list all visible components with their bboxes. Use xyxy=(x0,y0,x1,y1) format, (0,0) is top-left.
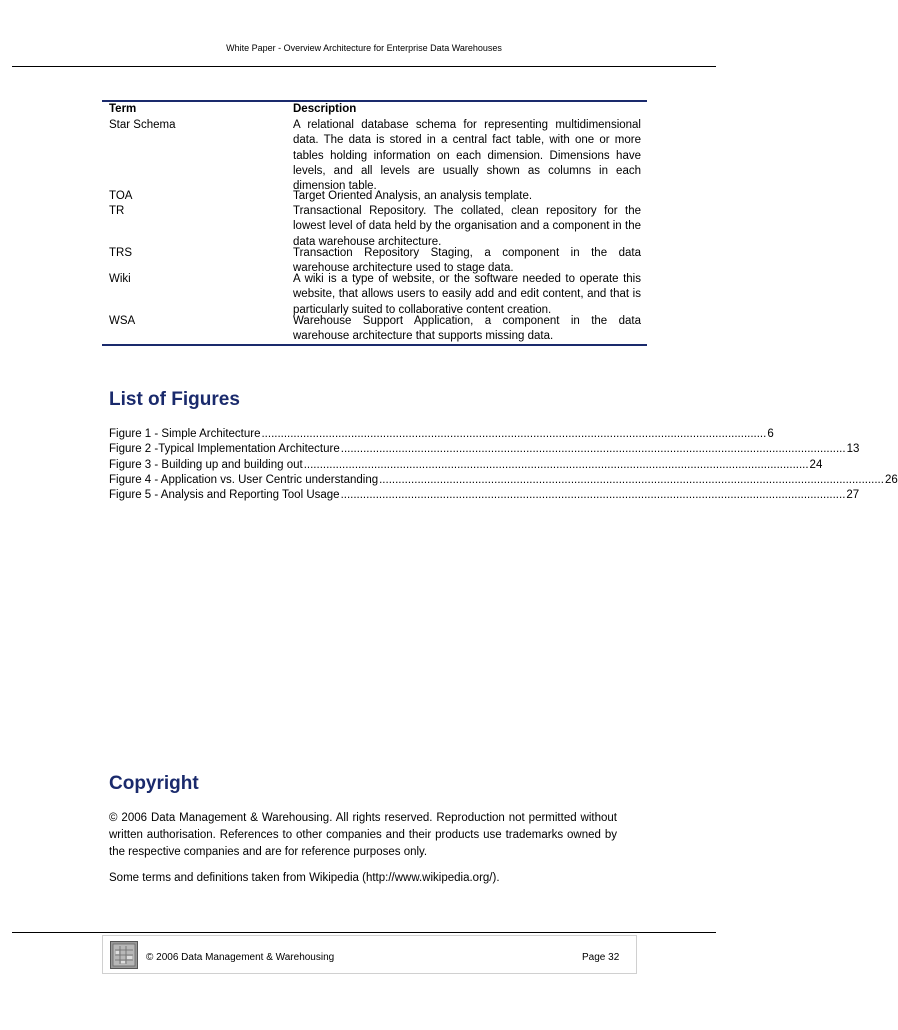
figure-page: 27 xyxy=(846,489,860,502)
leader-dots: .............................................................................................................................................................. xyxy=(340,489,846,502)
footer-copyright: © 2006 Data Management & Warehousing xyxy=(146,952,335,963)
figure-entry[interactable] xyxy=(109,458,823,473)
column-header-description: Description xyxy=(293,103,357,115)
figure-label: Figure 3 - Building up and building out xyxy=(109,458,303,471)
glossary-term: Star Schema xyxy=(109,119,176,131)
figure-entry[interactable] xyxy=(109,473,898,488)
figure-entry[interactable] xyxy=(109,442,860,457)
running-header: White Paper - Overview Architecture for Enterprise Data Warehouses xyxy=(226,43,502,53)
figure-list xyxy=(109,427,898,503)
figure-page: 6 xyxy=(767,428,774,440)
figure-page: 24 xyxy=(809,458,823,471)
figure-label: Figure 5 - Analysis and Reporting Tool Usage xyxy=(109,489,340,502)
leader-dots: .............................................................................................................................................................. xyxy=(379,473,884,486)
column-header-term: Term xyxy=(109,103,137,115)
glossary-term: TR xyxy=(109,205,125,217)
copyright-paragraph: © 2006 Data Management & Warehousing. All rights reserved. Reproduction not permitted without written authorisation. References to other companies and their products use trademarks owned by the respective companies and are for reference purposes only. xyxy=(109,812,617,858)
glossary-description: A wiki is a type of website, or the software needed to operate this website, that allows users to easily add and edit content, and that is particularly suited to collaborative content creation. xyxy=(293,273,641,316)
glossary-description: A relational database schema for representing multidimensional data. The data is stored in a central fact table, with one or more tables holding information on each dimension. Dimensions have levels, and all levels are usually shown as columns in each dimension table. xyxy=(293,119,641,193)
figure-entry[interactable] xyxy=(109,488,860,503)
glossary-description: Transaction Repository Staging, a component in the data warehouse architecture used to stage data. xyxy=(293,247,641,275)
figure-page: 26 xyxy=(884,473,898,486)
figure-label: Figure 4 - Application vs. User Centric understanding xyxy=(109,473,379,486)
company-logo-icon xyxy=(110,941,138,969)
glossary-term: WSA xyxy=(109,315,136,327)
attribution-paragraph: Some terms and definitions taken from Wikipedia (http://www.wikipedia.org/). xyxy=(109,872,500,884)
glossary-description: Warehouse Support Application, a component in the data warehouse architecture that supports missing data. xyxy=(293,315,641,343)
table-bottom-rule xyxy=(102,344,647,346)
leader-dots: .............................................................................................................................................................. xyxy=(303,458,809,471)
leader-dots: .............................................................................................................................................................. xyxy=(340,443,846,456)
leader-dots: .............................................................................................................................................................. xyxy=(261,428,767,440)
glossary-description: Transactional Repository. The collated, clean repository for the lowest level of data held by the organisation and a component in the data warehouse architecture. xyxy=(293,205,641,248)
footer-rule xyxy=(12,932,716,933)
figure-entry[interactable] xyxy=(109,427,774,442)
copyright-title: Copyright xyxy=(109,773,199,794)
glossary-term: TRS xyxy=(109,247,132,259)
glossary-term: Wiki xyxy=(109,273,131,285)
glossary-description: Target Oriented Analysis, an analysis template. xyxy=(293,190,533,202)
figure-page: 13 xyxy=(846,443,860,456)
glossary-term: TOA xyxy=(109,190,133,202)
glossary-header-row xyxy=(109,103,647,115)
list-of-figures-title: List of Figures xyxy=(109,389,240,410)
figure-label: Figure 1 - Simple Architecture xyxy=(109,428,261,440)
table-top-rule xyxy=(102,100,647,102)
header-rule xyxy=(12,66,716,67)
figure-label: Figure 2 -Typical Implementation Architecture xyxy=(109,443,340,456)
page-number: Page 32 xyxy=(582,952,620,963)
